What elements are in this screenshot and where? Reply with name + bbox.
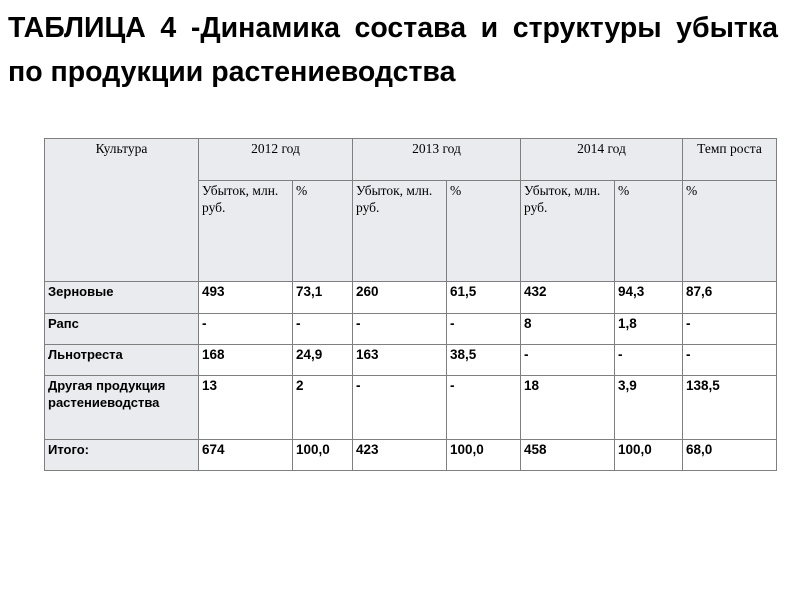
- cell-percent-2013: 61,5: [447, 282, 521, 314]
- cell-percent-2014: 1,8: [615, 314, 683, 345]
- subheader-loss-2014: Убыток, млн. руб.: [521, 181, 615, 282]
- row-name: Рапс: [45, 314, 199, 345]
- table-row: [45, 376, 777, 440]
- loss-structure-table: [44, 138, 777, 471]
- cell-growth: -: [683, 345, 777, 376]
- row-name: Итого:: [45, 440, 199, 471]
- cell-loss-2012: 13: [199, 376, 293, 440]
- cell-loss-2014: 432: [521, 282, 615, 314]
- row-name: Другая продукция растениеводства: [45, 376, 199, 440]
- cell-percent-2013: -: [447, 376, 521, 440]
- cell-growth: -: [683, 314, 777, 345]
- cell-loss-2014: 8: [521, 314, 615, 345]
- cell-percent-2014: 3,9: [615, 376, 683, 440]
- cell-percent-2012: -: [293, 314, 353, 345]
- subheader-percent-2014: %: [615, 181, 683, 282]
- cell-loss-2012: 493: [199, 282, 293, 314]
- table-row: [45, 345, 777, 376]
- header-year-2012: 2012 год: [199, 139, 353, 181]
- cell-loss-2013: 163: [353, 345, 447, 376]
- cell-percent-2014: -: [615, 345, 683, 376]
- cell-percent-2013: -: [447, 314, 521, 345]
- subheader-percent-2012: %: [293, 181, 353, 282]
- header-culture: Культура: [45, 139, 199, 282]
- cell-loss-2013: -: [353, 376, 447, 440]
- cell-percent-2014: 94,3: [615, 282, 683, 314]
- subheader-loss-2012: Убыток, млн. руб.: [199, 181, 293, 282]
- cell-growth: 68,0: [683, 440, 777, 471]
- cell-percent-2014: 100,0: [615, 440, 683, 471]
- table-row: [45, 314, 777, 345]
- table-total-row: [45, 440, 777, 471]
- cell-loss-2012: 674: [199, 440, 293, 471]
- cell-loss-2012: 168: [199, 345, 293, 376]
- subheader-loss-2013: Убыток, млн. руб.: [353, 181, 447, 282]
- table-row: [45, 282, 777, 314]
- cell-percent-2013: 38,5: [447, 345, 521, 376]
- cell-percent-2012: 24,9: [293, 345, 353, 376]
- header-growth-rate: Темп роста: [683, 139, 777, 181]
- cell-growth: 138,5: [683, 376, 777, 440]
- table-header-row: [45, 139, 777, 181]
- cell-percent-2012: 73,1: [293, 282, 353, 314]
- subheader-percent-2013: %: [447, 181, 521, 282]
- cell-loss-2014: 18: [521, 376, 615, 440]
- cell-loss-2013: 260: [353, 282, 447, 314]
- cell-percent-2012: 100,0: [293, 440, 353, 471]
- cell-percent-2012: 2: [293, 376, 353, 440]
- row-name: Зерновые: [45, 282, 199, 314]
- page-title: ТАБЛИЦА 4 -Динамика состава и структуры убытка по продукции растениеводства: [8, 12, 778, 88]
- cell-loss-2012: -: [199, 314, 293, 345]
- cell-loss-2014: 458: [521, 440, 615, 471]
- subheader-percent-growth: %: [683, 181, 777, 282]
- cell-loss-2013: 423: [353, 440, 447, 471]
- header-year-2014: 2014 год: [521, 139, 683, 181]
- cell-loss-2013: -: [353, 314, 447, 345]
- header-year-2013: 2013 год: [353, 139, 521, 181]
- row-name: Льнотреста: [45, 345, 199, 376]
- cell-loss-2014: -: [521, 345, 615, 376]
- cell-growth: 87,6: [683, 282, 777, 314]
- cell-percent-2013: 100,0: [447, 440, 521, 471]
